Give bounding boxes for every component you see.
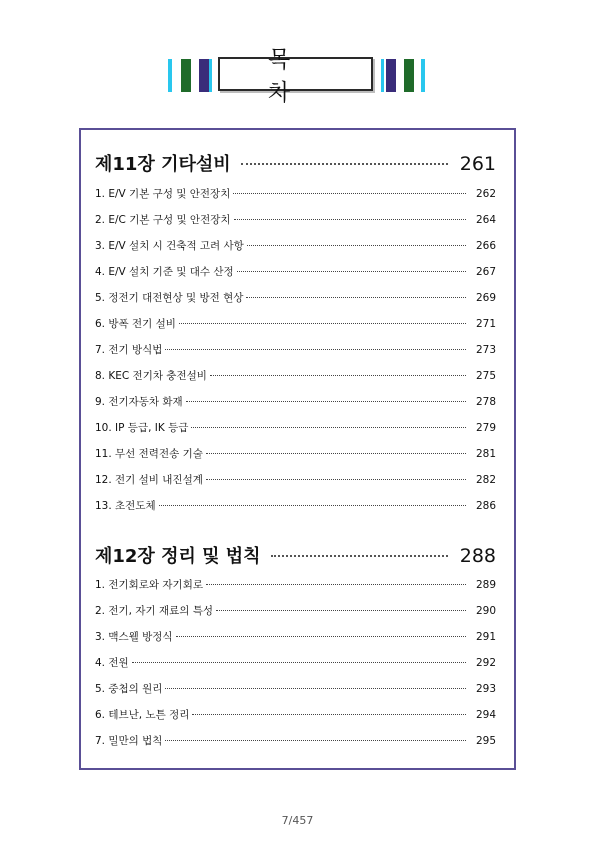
toc-entry[interactable] bbox=[95, 238, 496, 252]
entry-title: 6. 방폭 전기 설비 bbox=[95, 318, 176, 330]
dot-leader bbox=[176, 636, 466, 637]
toc-entry[interactable] bbox=[95, 446, 496, 460]
stripe-purple-right bbox=[386, 59, 396, 92]
toc-entry[interactable] bbox=[95, 342, 496, 356]
entry-title: 1. 전기회로와 자기회로 bbox=[95, 579, 203, 591]
entry-title: 3. 맥스웰 방정식 bbox=[95, 631, 173, 643]
chapter-page: 261 bbox=[459, 153, 496, 175]
entry-page: 291 bbox=[475, 631, 496, 643]
dot-leader bbox=[241, 163, 448, 165]
stripe-cyan-left-2 bbox=[209, 59, 212, 92]
entry-page: 294 bbox=[475, 709, 496, 721]
entry-title: 13. 초전도체 bbox=[95, 500, 156, 512]
stripe-cyan-right-1 bbox=[381, 59, 384, 92]
page-indicator: 7/457 bbox=[281, 814, 314, 827]
toc-entry[interactable] bbox=[95, 707, 496, 721]
dot-leader bbox=[165, 349, 466, 350]
entry-title: 7. 전기 방식법 bbox=[95, 344, 163, 356]
stripe-cyan-left-1 bbox=[168, 59, 172, 92]
entry-title: 12. 전기 설비 내진설계 bbox=[95, 474, 203, 486]
entry-page: 278 bbox=[475, 396, 496, 408]
entry-title: 5. 정전기 대전현상 및 방전 현상 bbox=[95, 292, 244, 304]
toc-entry[interactable] bbox=[95, 733, 496, 747]
entry-title: 4. E/V 설치 기준 및 대수 산정 bbox=[95, 266, 234, 278]
dot-leader bbox=[132, 662, 466, 663]
dot-leader bbox=[192, 714, 466, 715]
entry-page: 292 bbox=[475, 657, 496, 669]
entry-title: 9. 전기자동차 화재 bbox=[95, 396, 183, 408]
stripe-cyan-right-2 bbox=[421, 59, 425, 92]
dot-leader bbox=[271, 555, 448, 557]
dot-leader bbox=[246, 297, 466, 298]
toc-entry[interactable] bbox=[95, 316, 496, 330]
entry-title: 6. 테브난, 노튼 정리 bbox=[95, 709, 190, 721]
entry-page: 271 bbox=[475, 318, 496, 330]
dot-leader bbox=[159, 505, 466, 506]
entry-title: 11. 무선 전력전송 기술 bbox=[95, 448, 203, 460]
entry-page: 266 bbox=[475, 240, 496, 252]
toc-entry[interactable] bbox=[95, 186, 496, 200]
entry-page: 295 bbox=[475, 735, 496, 747]
entry-page: 262 bbox=[475, 188, 496, 200]
entry-page: 293 bbox=[475, 683, 496, 695]
toc-entry[interactable] bbox=[95, 368, 496, 382]
toc-entry[interactable] bbox=[95, 681, 496, 695]
dot-leader bbox=[210, 375, 466, 376]
toc-entry[interactable] bbox=[95, 212, 496, 226]
entry-page: 281 bbox=[475, 448, 496, 460]
dot-leader bbox=[234, 219, 466, 220]
entry-title: 4. 전원 bbox=[95, 657, 129, 669]
dot-leader bbox=[165, 688, 466, 689]
dot-leader bbox=[191, 427, 466, 428]
toc-entry[interactable] bbox=[95, 577, 496, 591]
toc-entry[interactable] bbox=[95, 472, 496, 486]
toc-title: 목 차 bbox=[268, 47, 339, 106]
entry-title: 7. 밀만의 법칙 bbox=[95, 735, 163, 747]
entry-title: 10. IP 등급, IK 등급 bbox=[95, 422, 189, 434]
dot-leader bbox=[186, 401, 466, 402]
toc-title-box bbox=[218, 47, 373, 106]
chapter-title: 제12장 정리 및 법칙 bbox=[95, 546, 261, 567]
toc-entry[interactable] bbox=[95, 498, 496, 512]
entry-page: 267 bbox=[475, 266, 496, 278]
entry-page: 269 bbox=[475, 292, 496, 304]
dot-leader bbox=[233, 193, 466, 194]
chapter-title: 제11장 기타설비 bbox=[95, 154, 231, 175]
stripe-green-left bbox=[181, 59, 191, 92]
entry-title: 2. E/C 기본 구성 및 안전장치 bbox=[95, 214, 231, 226]
toc-frame bbox=[79, 128, 516, 770]
toc-entry[interactable] bbox=[95, 655, 496, 669]
entry-page: 286 bbox=[475, 500, 496, 512]
entry-page: 264 bbox=[475, 214, 496, 226]
toc-entry[interactable] bbox=[95, 394, 496, 408]
entry-page: 275 bbox=[475, 370, 496, 382]
dot-leader bbox=[237, 271, 466, 272]
chapter-page: 288 bbox=[459, 545, 496, 567]
dot-leader bbox=[206, 479, 466, 480]
dot-leader bbox=[247, 245, 466, 246]
chapter-heading[interactable] bbox=[95, 150, 496, 176]
dot-leader bbox=[216, 610, 466, 611]
toc-entry[interactable] bbox=[95, 629, 496, 643]
dot-leader bbox=[179, 323, 466, 324]
stripe-green-right bbox=[404, 59, 414, 92]
entry-title: 8. KEC 전기차 충전설비 bbox=[95, 370, 207, 382]
entry-page: 273 bbox=[475, 344, 496, 356]
toc-entry[interactable] bbox=[95, 264, 496, 278]
dot-leader bbox=[206, 584, 466, 585]
dot-leader bbox=[206, 453, 466, 454]
toc-banner bbox=[0, 47, 595, 106]
stripe-purple-left bbox=[199, 59, 209, 92]
entry-page: 290 bbox=[475, 605, 496, 617]
toc-entry[interactable] bbox=[95, 290, 496, 304]
entry-title: 2. 전기, 자기 재료의 특성 bbox=[95, 605, 213, 617]
chapter-heading[interactable] bbox=[95, 542, 496, 568]
entry-title: 3. E/V 설치 시 건축적 고려 사항 bbox=[95, 240, 244, 252]
entry-page: 282 bbox=[475, 474, 496, 486]
entry-page: 279 bbox=[475, 422, 496, 434]
entry-title: 5. 중첩의 원리 bbox=[95, 683, 163, 695]
toc-entry[interactable] bbox=[95, 420, 496, 434]
toc-entry[interactable] bbox=[95, 603, 496, 617]
entry-page: 289 bbox=[475, 579, 496, 591]
entry-title: 1. E/V 기본 구성 및 안전장치 bbox=[95, 188, 231, 200]
dot-leader bbox=[165, 740, 466, 741]
